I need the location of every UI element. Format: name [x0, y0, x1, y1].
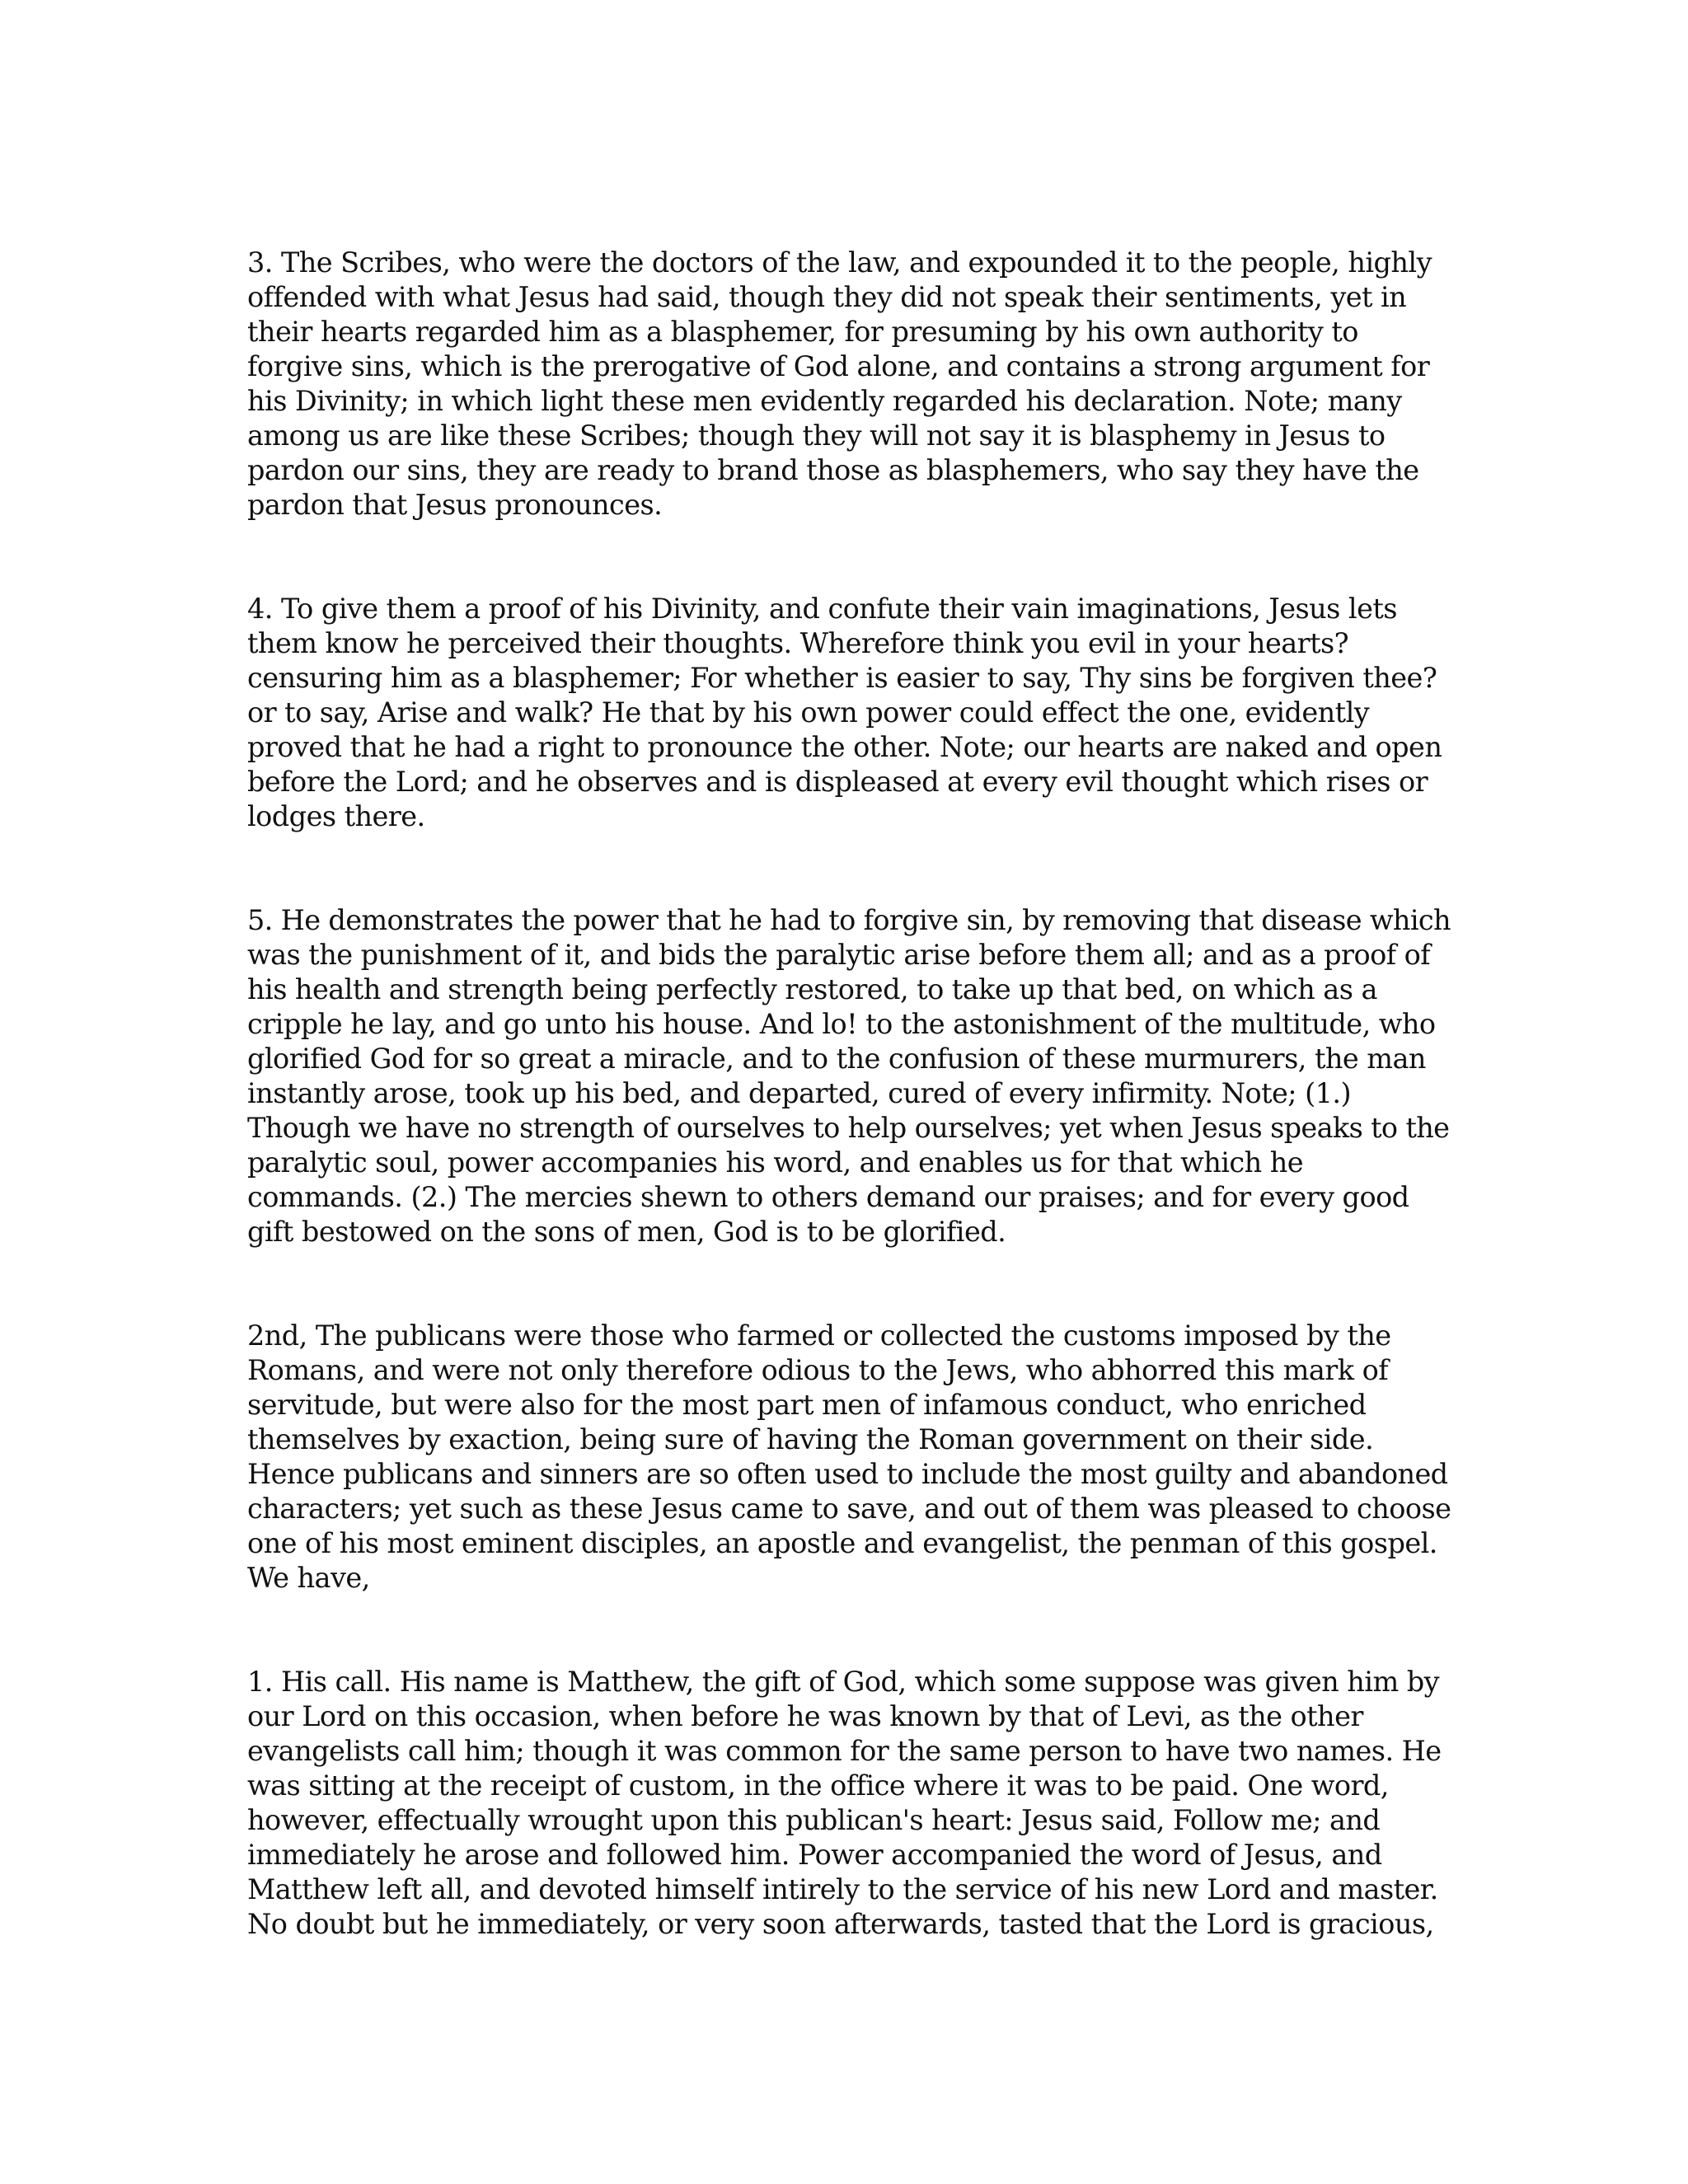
text-line: lodges there.	[247, 800, 425, 832]
text-line: Romans, and were not only therefore odious to the Jews, who abhorred this mark of	[247, 1354, 1389, 1386]
text-line: 3. The Scribes, who were the doctors of the law, and expounded it to the people, highly	[247, 246, 1432, 279]
text-line: before the Lord; and he observes and is displeased at every evil thought which rises or	[247, 766, 1428, 798]
text-line: characters; yet such as these Jesus came to save, and out of them was pleased to choose	[247, 1493, 1451, 1525]
paragraph-3-scribes	[247, 246, 1451, 523]
text-line: Matthew left all, and devoted himself intirely to the service of his new Lord and master.	[247, 1873, 1438, 1905]
document-body	[247, 246, 1451, 1942]
text-line: forgive sins, which is the prerogative of God alone, and contains a strong argument for	[247, 350, 1430, 382]
text-line: pardon our sins, they are ready to brand those as blasphemers, who say they have the	[247, 454, 1419, 486]
paragraph-2nd-publicans	[247, 1319, 1451, 1596]
paragraph-5-power	[247, 903, 1451, 1249]
text-line: We have,	[247, 1562, 370, 1594]
text-line: or to say, Arise and walk? He that by his own power could effect the one, evidently	[247, 696, 1370, 729]
paragraph-4-divinity	[247, 592, 1451, 834]
text-line: evangelists call him; though it was common for the same person to have two names. He	[247, 1735, 1442, 1767]
text-line: immediately he arose and followed him. Power accompanied the word of Jesus, and	[247, 1839, 1382, 1871]
text-line: was the punishment of it, and bids the paralytic arise before them all; and as a proof of	[247, 939, 1431, 971]
text-line: our Lord on this occasion, when before he was known by that of Levi, as the other	[247, 1700, 1363, 1732]
text-line: one of his most eminent disciples, an apostle and evangelist, the penman of this gospel.	[247, 1527, 1437, 1559]
text-line: No doubt but he immediately, or very soon afterwards, tasted that the Lord is gracious,	[247, 1908, 1434, 1940]
text-line: servitude, but were also for the most part men of infamous conduct, who enriched	[247, 1389, 1367, 1421]
text-line: proved that he had a right to pronounce the other. Note; our hearts are naked and open	[247, 731, 1442, 763]
paragraph-1-his-call	[247, 1665, 1451, 1942]
text-line: them know he perceived their thoughts. Wherefore think you evil in your hearts?	[247, 627, 1349, 659]
text-line: however, effectually wrought upon this publican's heart: Jesus said, Follow me; and	[247, 1804, 1381, 1836]
text-line: Hence publicans and sinners are so often used to include the most guilty and abandoned	[247, 1458, 1448, 1490]
text-line: was sitting at the receipt of custom, in the office where it was to be paid. One word,	[247, 1769, 1389, 1802]
text-line: pardon that Jesus pronounces.	[247, 489, 663, 521]
text-line: among us are like these Scribes; though they will not say it is blasphemy in Jesus to	[247, 419, 1386, 452]
text-line: his health and strength being perfectly restored, to take up that bed, on which as a	[247, 973, 1377, 1005]
text-line: themselves by exaction, being sure of having the Roman government on their side.	[247, 1423, 1374, 1455]
text-line: their hearts regarded him as a blasphemer, for presuming by his own authority to	[247, 316, 1358, 348]
text-line: censuring him as a blasphemer; For whether is easier to say, Thy sins be forgiven thee?	[247, 662, 1437, 694]
text-line: glorified God for so great a miracle, and to the confusion of these murmurers, the man	[247, 1043, 1426, 1075]
text-line: 5. He demonstrates the power that he had to forgive sin, by removing that disease which	[247, 904, 1451, 936]
text-line: instantly arose, took up his bed, and departed, cured of every infirmity. Note; (1.)	[247, 1077, 1352, 1109]
text-line: 1. His call. His name is Matthew, the gift of God, which some suppose was given him by	[247, 1666, 1440, 1698]
text-line: paralytic soul, power accompanies his word, and enables us for that which he	[247, 1146, 1304, 1179]
text-line: commands. (2.) The mercies shewn to others demand our praises; and for every good	[247, 1181, 1409, 1213]
text-line: his Divinity; in which light these men evidently regarded his declaration. Note; many	[247, 385, 1402, 417]
text-line: 2nd, The publicans were those who farmed or collected the customs imposed by the	[247, 1319, 1391, 1352]
text-line: offended with what Jesus had said, though they did not speak their sentiments, yet in	[247, 281, 1407, 313]
text-line: cripple he lay, and go unto his house. And lo! to the astonishment of the multitude, who	[247, 1008, 1436, 1040]
text-line: 4. To give them a proof of his Divinity, and confute their vain imaginations, Jesus lets	[247, 593, 1397, 625]
text-line: Though we have no strength of ourselves to help ourselves; yet when Jesus speaks to the	[247, 1112, 1450, 1144]
text-line: gift bestowed on the sons of men, God is to be glorified.	[247, 1216, 1006, 1248]
